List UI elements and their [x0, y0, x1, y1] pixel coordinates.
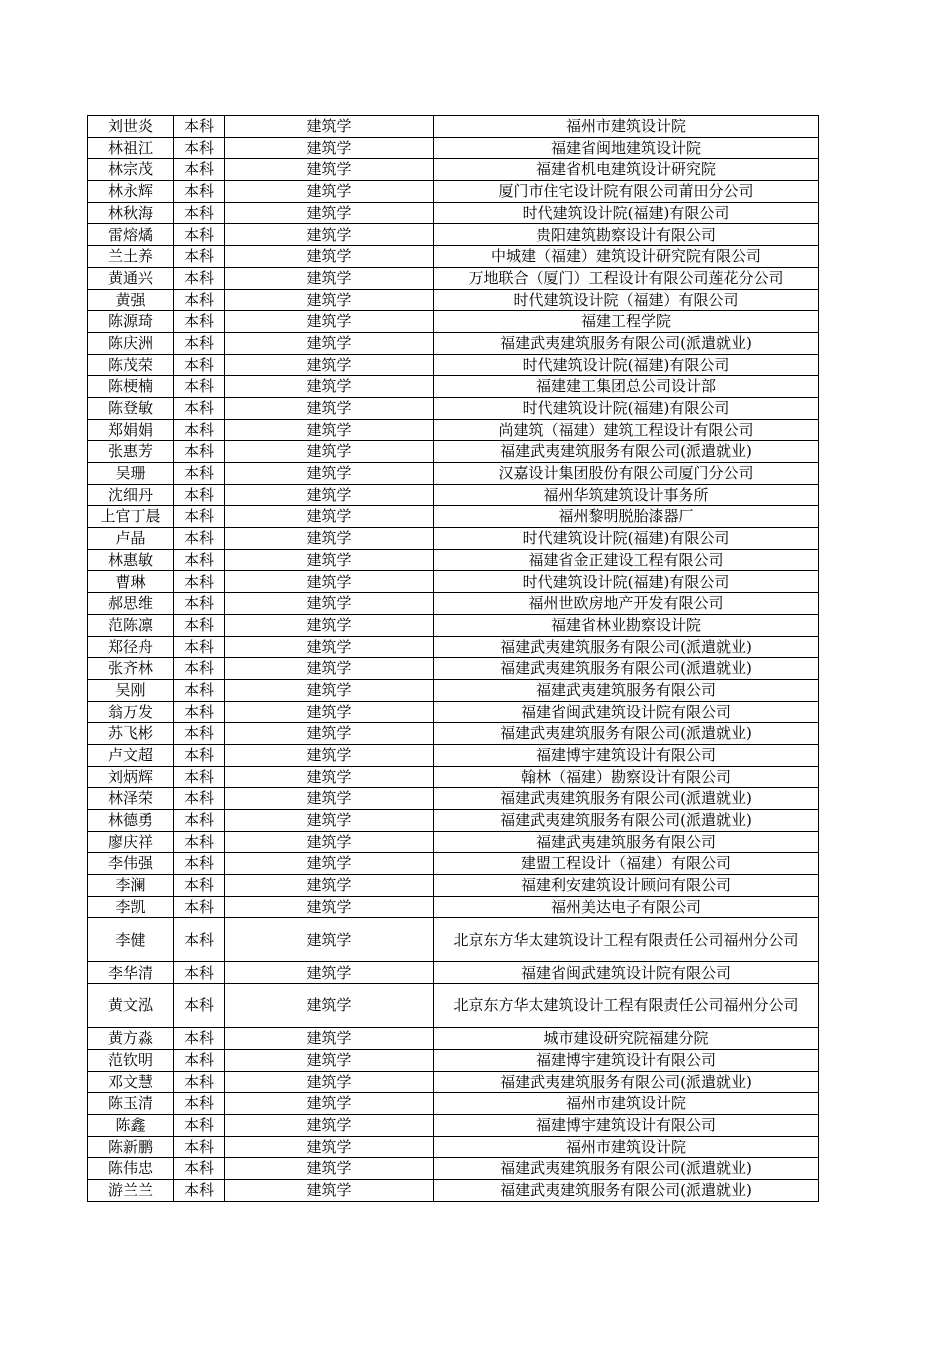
major-cell: 建筑学: [225, 137, 434, 159]
employer-cell: 时代建筑设计院(福建)有限公司: [434, 528, 819, 550]
table-row: [88, 701, 819, 723]
table-body: [88, 116, 819, 1202]
employer-cell: 福州市建筑设计院: [434, 1093, 819, 1115]
degree-cell: 本科: [174, 159, 225, 181]
name-cell: 林秋海: [88, 202, 174, 224]
major-cell: 建筑学: [225, 962, 434, 984]
table-row: [88, 593, 819, 615]
name-cell: 陈登敏: [88, 397, 174, 419]
name-cell: 林永辉: [88, 181, 174, 203]
name-cell: 陈鑫: [88, 1114, 174, 1136]
major-cell: 建筑学: [225, 896, 434, 918]
table-row: [88, 224, 819, 246]
degree-cell: 本科: [174, 1114, 225, 1136]
employer-cell: 福建武夷建筑服务有限公司(派遣就业): [434, 658, 819, 680]
employer-cell: 北京东方华太建筑设计工程有限责任公司福州分公司: [434, 984, 819, 1028]
name-cell: 黄强: [88, 289, 174, 311]
table-row: [88, 810, 819, 832]
degree-cell: 本科: [174, 1071, 225, 1093]
major-cell: 建筑学: [225, 1093, 434, 1115]
table-row: [88, 571, 819, 593]
degree-cell: 本科: [174, 463, 225, 485]
major-cell: 建筑学: [225, 571, 434, 593]
name-cell: 郑径舟: [88, 636, 174, 658]
employer-cell: 福建武夷建筑服务有限公司(派遣就业): [434, 723, 819, 745]
degree-cell: 本科: [174, 723, 225, 745]
employer-cell: 福建博宇建筑设计有限公司: [434, 1114, 819, 1136]
degree-cell: 本科: [174, 202, 225, 224]
major-cell: 建筑学: [225, 311, 434, 333]
name-cell: 翁万发: [88, 701, 174, 723]
name-cell: 游兰兰: [88, 1179, 174, 1201]
name-cell: 陈源琦: [88, 311, 174, 333]
employer-cell: 贵阳建筑勘察设计有限公司: [434, 224, 819, 246]
table-row: [88, 1093, 819, 1115]
major-cell: 建筑学: [225, 246, 434, 268]
table-row: [88, 202, 819, 224]
name-cell: 曹琳: [88, 571, 174, 593]
table-row: [88, 679, 819, 701]
degree-cell: 本科: [174, 311, 225, 333]
degree-cell: 本科: [174, 1158, 225, 1180]
degree-cell: 本科: [174, 267, 225, 289]
major-cell: 建筑学: [225, 1158, 434, 1180]
employer-cell: 福建武夷建筑服务有限公司(派遣就业): [434, 441, 819, 463]
name-cell: 陈茂荣: [88, 354, 174, 376]
degree-cell: 本科: [174, 984, 225, 1028]
degree-cell: 本科: [174, 246, 225, 268]
graduate-employment-table: [87, 115, 819, 1202]
name-cell: 范陈凛: [88, 614, 174, 636]
employer-cell: 福建武夷建筑服务有限公司(派遣就业): [434, 810, 819, 832]
major-cell: 建筑学: [225, 701, 434, 723]
employer-cell: 福建省闽武建筑设计院有限公司: [434, 701, 819, 723]
employer-cell: 福建武夷建筑服务有限公司: [434, 679, 819, 701]
degree-cell: 本科: [174, 137, 225, 159]
name-cell: 林泽荣: [88, 788, 174, 810]
name-cell: 陈梗楠: [88, 376, 174, 398]
employer-cell: 福建武夷建筑服务有限公司(派遣就业): [434, 1158, 819, 1180]
employer-cell: 建盟工程设计（福建）有限公司: [434, 853, 819, 875]
name-cell: 林祖江: [88, 137, 174, 159]
major-cell: 建筑学: [225, 831, 434, 853]
employer-cell: 福建博宇建筑设计有限公司: [434, 744, 819, 766]
degree-cell: 本科: [174, 875, 225, 897]
table-row: [88, 918, 819, 962]
table-row: [88, 1179, 819, 1201]
major-cell: 建筑学: [225, 810, 434, 832]
employer-cell: 福建武夷建筑服务有限公司(派遣就业): [434, 332, 819, 354]
name-cell: 郑娟娟: [88, 419, 174, 441]
table-row: [88, 528, 819, 550]
table-row: [88, 614, 819, 636]
employer-cell: 福建博宇建筑设计有限公司: [434, 1049, 819, 1071]
degree-cell: 本科: [174, 766, 225, 788]
degree-cell: 本科: [174, 354, 225, 376]
employer-cell: 福建省闽地建筑设计院: [434, 137, 819, 159]
major-cell: 建筑学: [225, 744, 434, 766]
table-row: [88, 723, 819, 745]
name-cell: 黄文泓: [88, 984, 174, 1028]
table-row: [88, 267, 819, 289]
degree-cell: 本科: [174, 701, 225, 723]
degree-cell: 本科: [174, 484, 225, 506]
degree-cell: 本科: [174, 419, 225, 441]
employer-cell: 福建省金正建设工程有限公司: [434, 549, 819, 571]
major-cell: 建筑学: [225, 549, 434, 571]
degree-cell: 本科: [174, 1049, 225, 1071]
employer-cell: 福州美达电子有限公司: [434, 896, 819, 918]
degree-cell: 本科: [174, 441, 225, 463]
employer-cell: 福建武夷建筑服务有限公司(派遣就业): [434, 636, 819, 658]
name-cell: 雷熔燏: [88, 224, 174, 246]
table-row: [88, 658, 819, 680]
name-cell: 范钦明: [88, 1049, 174, 1071]
employer-cell: 厦门市住宅设计院有限公司莆田分公司: [434, 181, 819, 203]
name-cell: 黄通兴: [88, 267, 174, 289]
major-cell: 建筑学: [225, 1136, 434, 1158]
major-cell: 建筑学: [225, 766, 434, 788]
employer-cell: 福州华筑建筑设计事务所: [434, 484, 819, 506]
name-cell: 廖庆祥: [88, 831, 174, 853]
degree-cell: 本科: [174, 332, 225, 354]
table-row: [88, 354, 819, 376]
degree-cell: 本科: [174, 571, 225, 593]
employer-cell: 时代建筑设计院(福建)有限公司: [434, 202, 819, 224]
degree-cell: 本科: [174, 224, 225, 246]
major-cell: 建筑学: [225, 528, 434, 550]
table-row: [88, 484, 819, 506]
name-cell: 刘世炎: [88, 116, 174, 138]
table-row: [88, 1028, 819, 1050]
major-cell: 建筑学: [225, 1049, 434, 1071]
name-cell: 李凯: [88, 896, 174, 918]
name-cell: 张惠芳: [88, 441, 174, 463]
employer-cell: 福建省林业勘察设计院: [434, 614, 819, 636]
degree-cell: 本科: [174, 831, 225, 853]
table-row: [88, 1136, 819, 1158]
employer-cell: 福建武夷建筑服务有限公司: [434, 831, 819, 853]
table-row: [88, 332, 819, 354]
name-cell: 林惠敏: [88, 549, 174, 571]
major-cell: 建筑学: [225, 419, 434, 441]
employer-cell: 中城建（福建）建筑设计研究院有限公司: [434, 246, 819, 268]
table-row: [88, 1049, 819, 1071]
degree-cell: 本科: [174, 744, 225, 766]
major-cell: 建筑学: [225, 658, 434, 680]
major-cell: 建筑学: [225, 636, 434, 658]
major-cell: 建筑学: [225, 181, 434, 203]
table-row: [88, 549, 819, 571]
degree-cell: 本科: [174, 810, 225, 832]
degree-cell: 本科: [174, 962, 225, 984]
major-cell: 建筑学: [225, 984, 434, 1028]
major-cell: 建筑学: [225, 484, 434, 506]
major-cell: 建筑学: [225, 1114, 434, 1136]
table-row: [88, 636, 819, 658]
name-cell: 陈新鹏: [88, 1136, 174, 1158]
major-cell: 建筑学: [225, 224, 434, 246]
name-cell: 吴珊: [88, 463, 174, 485]
table-row: [88, 181, 819, 203]
name-cell: 苏飞彬: [88, 723, 174, 745]
major-cell: 建筑学: [225, 853, 434, 875]
major-cell: 建筑学: [225, 159, 434, 181]
major-cell: 建筑学: [225, 918, 434, 962]
degree-cell: 本科: [174, 289, 225, 311]
major-cell: 建筑学: [225, 614, 434, 636]
degree-cell: 本科: [174, 1028, 225, 1050]
table-row: [88, 289, 819, 311]
degree-cell: 本科: [174, 506, 225, 528]
name-cell: 卢晶: [88, 528, 174, 550]
name-cell: 李华清: [88, 962, 174, 984]
major-cell: 建筑学: [225, 116, 434, 138]
employer-cell: 万地联合（厦门）工程设计有限公司莲花分公司: [434, 267, 819, 289]
table-row: [88, 397, 819, 419]
degree-cell: 本科: [174, 1093, 225, 1115]
table-row: [88, 962, 819, 984]
employer-cell: 福州市建筑设计院: [434, 1136, 819, 1158]
degree-cell: 本科: [174, 593, 225, 615]
table-row: [88, 463, 819, 485]
name-cell: 李伟强: [88, 853, 174, 875]
degree-cell: 本科: [174, 116, 225, 138]
degree-cell: 本科: [174, 853, 225, 875]
employer-cell: 福建武夷建筑服务有限公司(派遣就业): [434, 788, 819, 810]
table-row: [88, 137, 819, 159]
major-cell: 建筑学: [225, 593, 434, 615]
major-cell: 建筑学: [225, 723, 434, 745]
table-row: [88, 831, 819, 853]
degree-cell: 本科: [174, 658, 225, 680]
major-cell: 建筑学: [225, 267, 434, 289]
employer-cell: 时代建筑设计院（福建）有限公司: [434, 289, 819, 311]
major-cell: 建筑学: [225, 506, 434, 528]
employer-cell: 福建武夷建筑服务有限公司(派遣就业): [434, 1071, 819, 1093]
name-cell: 林宗茂: [88, 159, 174, 181]
major-cell: 建筑学: [225, 788, 434, 810]
table-row: [88, 311, 819, 333]
name-cell: 李健: [88, 918, 174, 962]
major-cell: 建筑学: [225, 1028, 434, 1050]
employer-cell: 福建省机电建筑设计研究院: [434, 159, 819, 181]
employer-cell: 时代建筑设计院(福建)有限公司: [434, 571, 819, 593]
table-row: [88, 441, 819, 463]
name-cell: 郝思维: [88, 593, 174, 615]
name-cell: 张齐林: [88, 658, 174, 680]
table-row: [88, 506, 819, 528]
employer-cell: 福建工程学院: [434, 311, 819, 333]
employer-cell: 福建利安建筑设计顾问有限公司: [434, 875, 819, 897]
name-cell: 卢文超: [88, 744, 174, 766]
degree-cell: 本科: [174, 181, 225, 203]
employer-cell: 福建武夷建筑服务有限公司(派遣就业): [434, 1179, 819, 1201]
degree-cell: 本科: [174, 896, 225, 918]
major-cell: 建筑学: [225, 1179, 434, 1201]
major-cell: 建筑学: [225, 679, 434, 701]
name-cell: 吴刚: [88, 679, 174, 701]
table-row: [88, 1071, 819, 1093]
employer-cell: 时代建筑设计院(福建)有限公司: [434, 354, 819, 376]
employer-cell: 时代建筑设计院(福建)有限公司: [434, 397, 819, 419]
major-cell: 建筑学: [225, 875, 434, 897]
major-cell: 建筑学: [225, 441, 434, 463]
degree-cell: 本科: [174, 528, 225, 550]
employer-cell: 福州市建筑设计院: [434, 116, 819, 138]
major-cell: 建筑学: [225, 463, 434, 485]
table-row: [88, 766, 819, 788]
degree-cell: 本科: [174, 788, 225, 810]
major-cell: 建筑学: [225, 202, 434, 224]
name-cell: 李澜: [88, 875, 174, 897]
table-row: [88, 419, 819, 441]
degree-cell: 本科: [174, 918, 225, 962]
table-row: [88, 853, 819, 875]
major-cell: 建筑学: [225, 376, 434, 398]
employer-cell: 汉嘉设计集团股份有限公司厦门分公司: [434, 463, 819, 485]
table-row: [88, 984, 819, 1028]
name-cell: 陈伟忠: [88, 1158, 174, 1180]
name-cell: 林德勇: [88, 810, 174, 832]
name-cell: 兰土养: [88, 246, 174, 268]
name-cell: 上官丁晨: [88, 506, 174, 528]
degree-cell: 本科: [174, 614, 225, 636]
name-cell: 刘炳辉: [88, 766, 174, 788]
name-cell: 黄方淼: [88, 1028, 174, 1050]
table-row: [88, 116, 819, 138]
table-row: [88, 875, 819, 897]
table-row: [88, 376, 819, 398]
major-cell: 建筑学: [225, 397, 434, 419]
table-row: [88, 788, 819, 810]
table-row: [88, 159, 819, 181]
employer-cell: 福建建工集团总公司设计部: [434, 376, 819, 398]
name-cell: 陈玉清: [88, 1093, 174, 1115]
employer-cell: 翰林（福建）勘察设计有限公司: [434, 766, 819, 788]
degree-cell: 本科: [174, 376, 225, 398]
table-row: [88, 1158, 819, 1180]
major-cell: 建筑学: [225, 332, 434, 354]
table-row: [88, 246, 819, 268]
name-cell: 陈庆洲: [88, 332, 174, 354]
degree-cell: 本科: [174, 549, 225, 571]
degree-cell: 本科: [174, 636, 225, 658]
table-row: [88, 896, 819, 918]
table-row: [88, 1114, 819, 1136]
employer-cell: 城市建设研究院福建分院: [434, 1028, 819, 1050]
employer-cell: 北京东方华太建筑设计工程有限责任公司福州分公司: [434, 918, 819, 962]
name-cell: 邓文慧: [88, 1071, 174, 1093]
name-cell: 沈细丹: [88, 484, 174, 506]
major-cell: 建筑学: [225, 289, 434, 311]
major-cell: 建筑学: [225, 1071, 434, 1093]
employer-cell: 福州黎明脱胎漆器厂: [434, 506, 819, 528]
employer-cell: 福建省闽武建筑设计院有限公司: [434, 962, 819, 984]
employer-cell: 福州世欧房地产开发有限公司: [434, 593, 819, 615]
degree-cell: 本科: [174, 679, 225, 701]
degree-cell: 本科: [174, 397, 225, 419]
employer-cell: 尚建筑（福建）建筑工程设计有限公司: [434, 419, 819, 441]
major-cell: 建筑学: [225, 354, 434, 376]
degree-cell: 本科: [174, 1179, 225, 1201]
degree-cell: 本科: [174, 1136, 225, 1158]
table-row: [88, 744, 819, 766]
